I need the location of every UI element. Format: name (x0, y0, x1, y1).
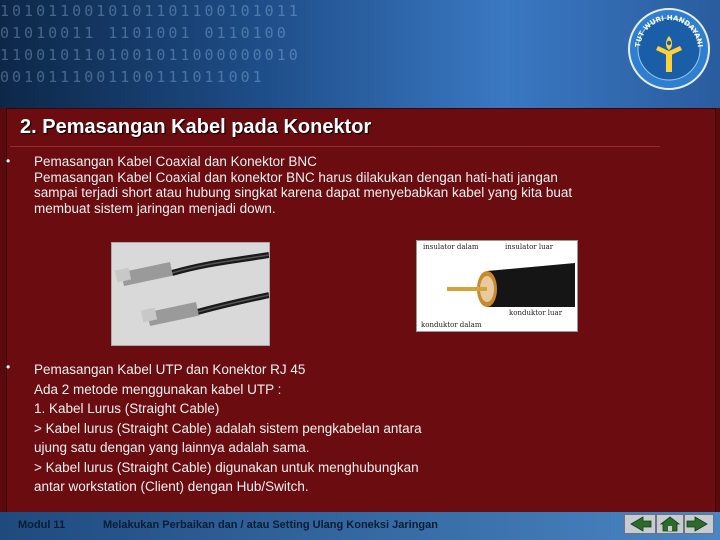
previous-button[interactable] (624, 514, 656, 534)
text-line: Ada 2 metode menggunakan kabel UTP : (34, 381, 282, 397)
title-divider (10, 146, 660, 147)
text-line: membuat sistem jaringan menjadi down. (34, 200, 276, 216)
label-insulator-outer: insulator luar (505, 243, 554, 251)
tut-wuri-handayani-logo (626, 6, 712, 92)
footer-module: Modul 11 (18, 519, 66, 531)
text-line: Pemasangan Kabel Coaxial dan konektor BNC harus dilakukan dengan hati-hati jangan (34, 169, 558, 185)
arrow-left-icon (625, 515, 655, 533)
bullet-marker: • (6, 154, 11, 168)
label-conductor-inner: konduktor dalam (421, 321, 482, 329)
text-line: Pemasangan Kabel UTP dan Konektor RJ 45 (34, 362, 306, 377)
label-conductor-outer: konduktor luar (509, 309, 563, 317)
text-line: > Kabel lurus (Straight Cable) adalah sistem pengkabelan antara (34, 420, 422, 436)
bullet-text-utp (34, 360, 422, 497)
label-insulator-inner: insulator dalam (423, 243, 479, 251)
binary-pattern: 1010110010101101100101011 01010011 1101001 0110100 1100101101001011000000010 0010111001100111011001 (0, 2, 301, 86)
slide-title: 2. Pemasangan Kabel pada Konektor (20, 116, 372, 138)
svg-text:TUT WURI HANDAYANI: TUT WURI HANDAYANI (634, 13, 704, 48)
header-banner (0, 0, 720, 108)
arrow-right-icon (685, 515, 713, 533)
text-line: 1. Kabel Lurus (Straight Cable) (34, 401, 220, 416)
bullet-text-coaxial (34, 154, 572, 216)
text-line: antar workstation (Client) dengan Hub/Switch. (34, 479, 309, 494)
home-button[interactable] (656, 514, 684, 534)
footer-description: Melakukan Perbaikan dan / atau Setting Ulang Koneksi Jaringan (103, 519, 438, 531)
bullet-marker: • (6, 360, 11, 374)
text-line: sampai terjadi short atau hubung singkat karena dapat menyebabkan kabel yang kita buat (34, 185, 573, 200)
text-line: ujung satu dengan yang lainnya adalah sama. (34, 440, 310, 455)
next-button[interactable] (684, 514, 714, 534)
text-line: Pemasangan Kabel Coaxial dan Konektor BNC (34, 154, 317, 169)
text-line: > Kabel lurus (Straight Cable) digunakan untuk menghubungkan (34, 459, 419, 475)
coaxial-cable-diagram (416, 240, 578, 332)
coaxial-cross-section (417, 241, 577, 331)
bnc-cable-photo (111, 242, 270, 346)
home-icon (657, 515, 683, 533)
